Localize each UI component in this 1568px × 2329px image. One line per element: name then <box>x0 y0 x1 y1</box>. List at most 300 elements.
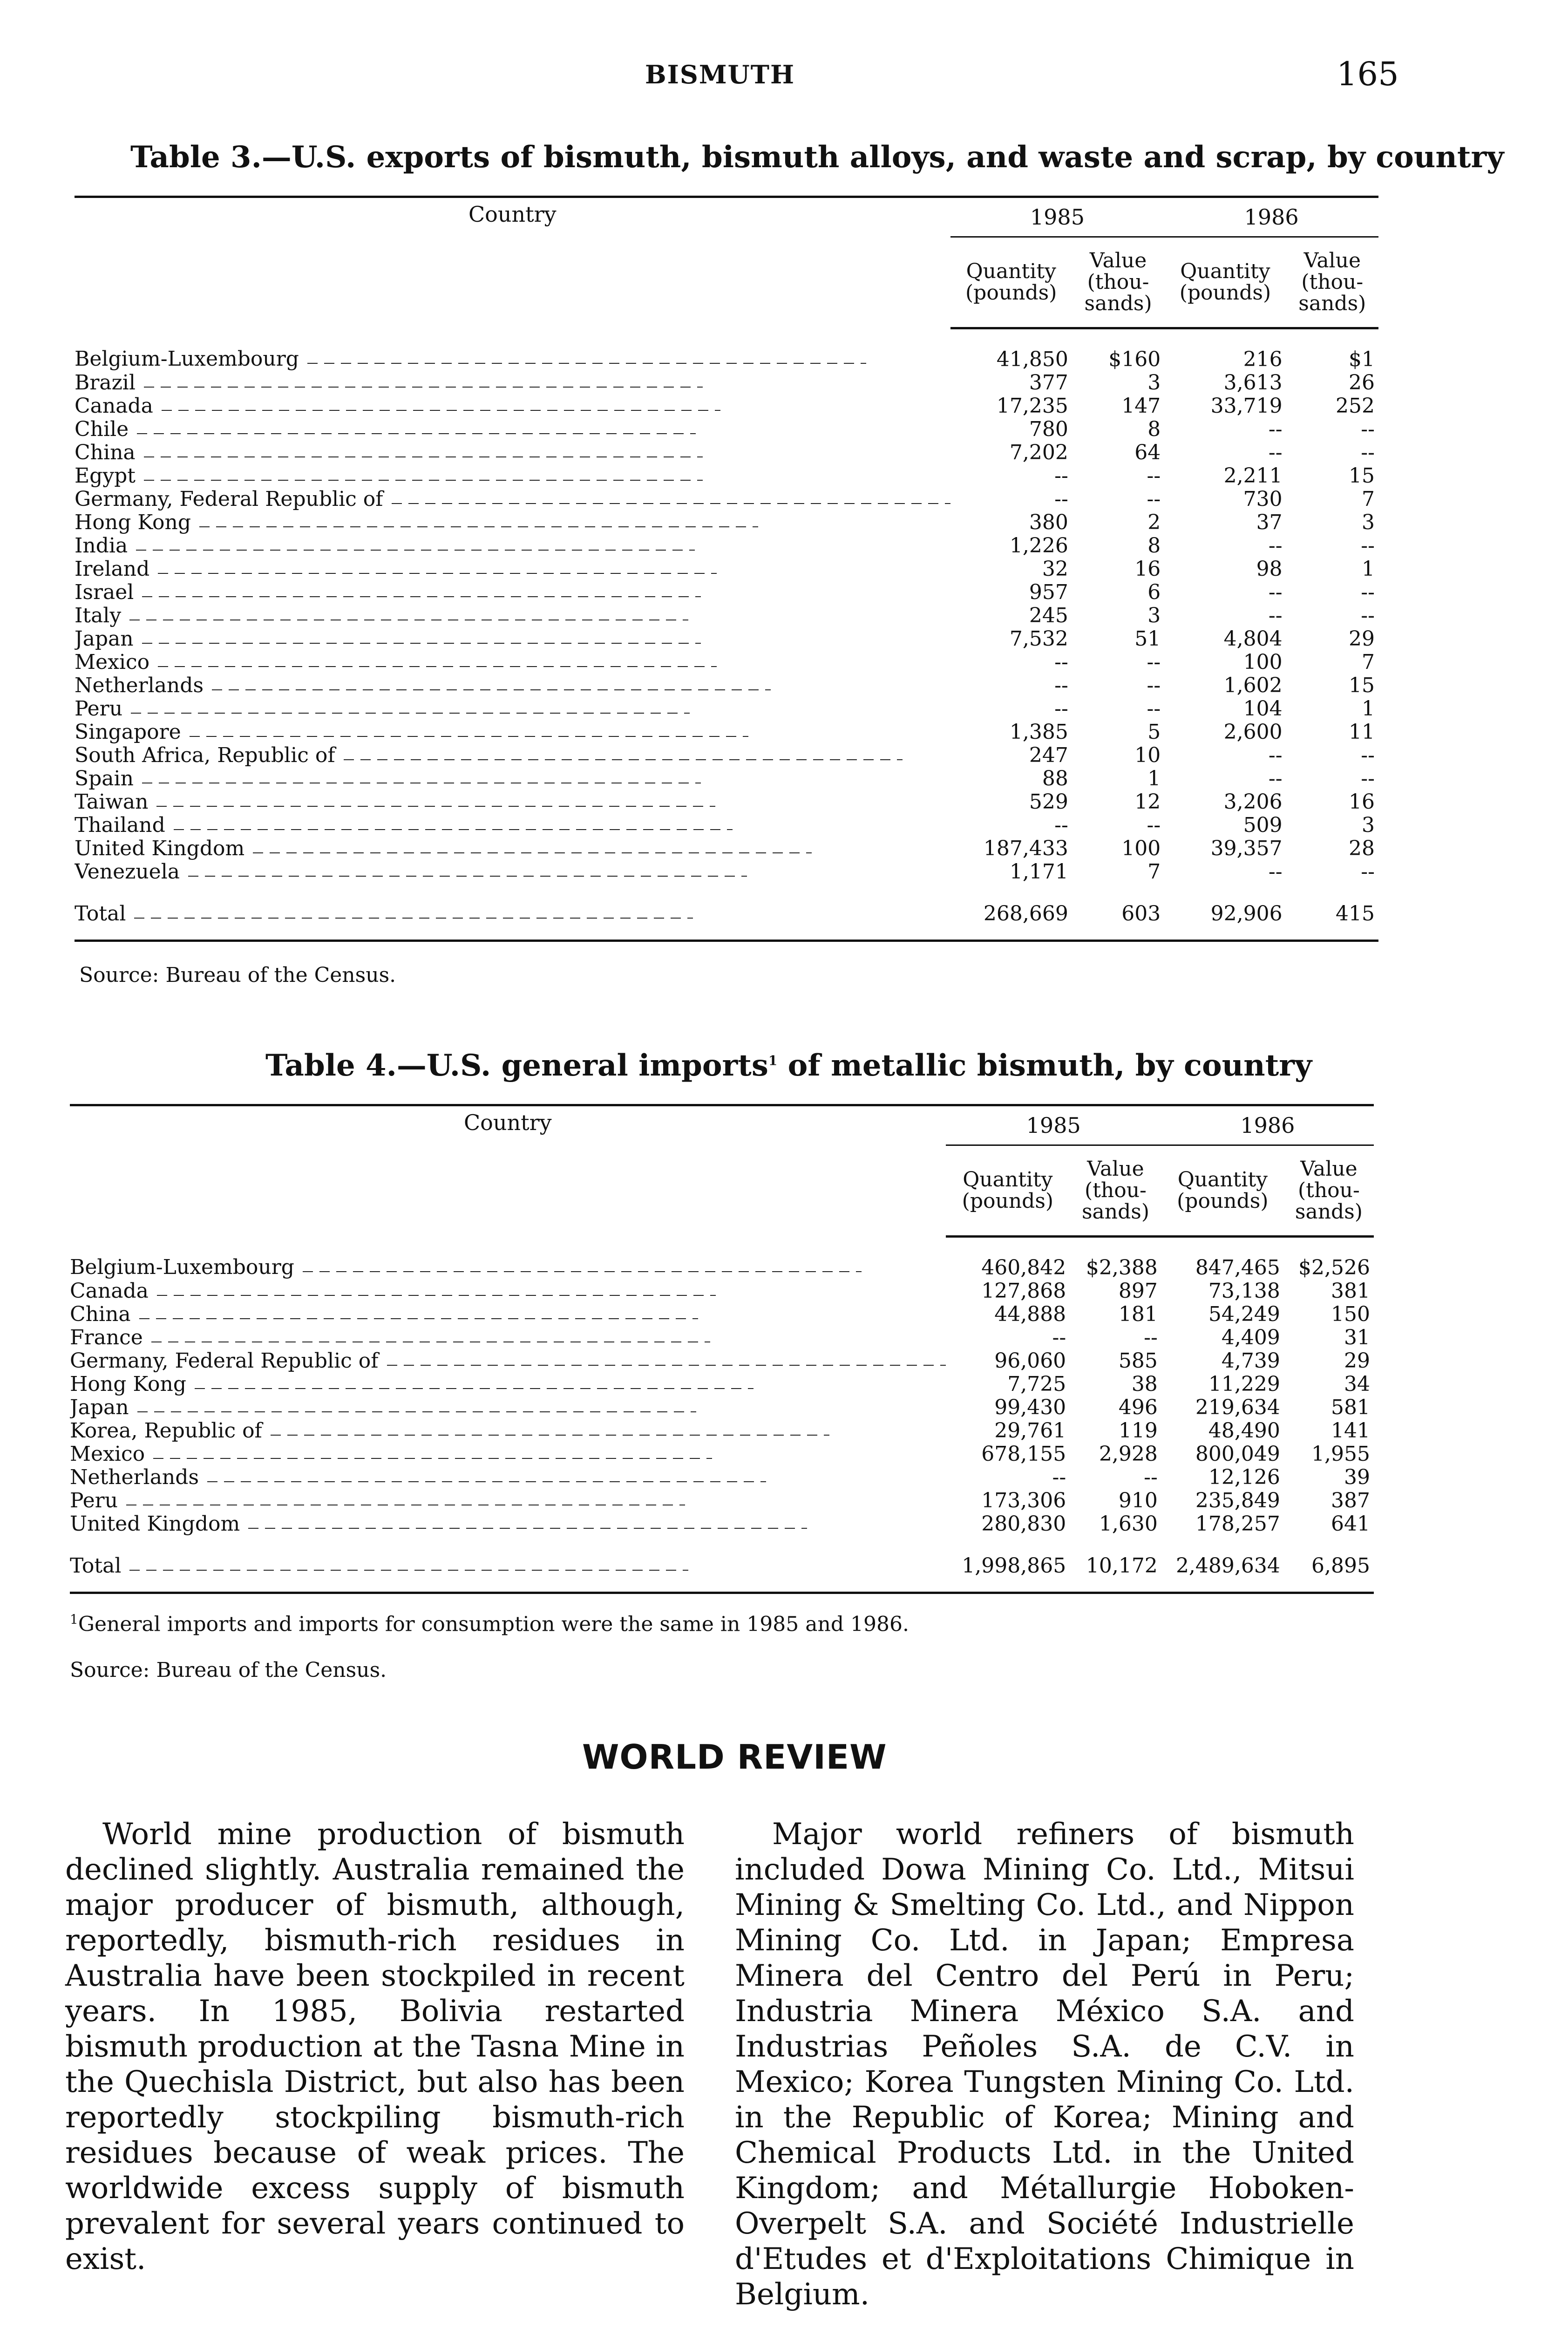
cell-v1985: 1,630 <box>1099 1512 1158 1536</box>
cell-q1986: 48,490 <box>1208 1419 1280 1443</box>
cell-v1986: 3 <box>1362 511 1375 534</box>
cell-v1986: 29 <box>1344 1349 1370 1373</box>
cell-q1986: 847,465 <box>1195 1256 1280 1280</box>
cell-q1985: 1,171 <box>1009 860 1068 884</box>
dot-leader <box>137 1411 696 1412</box>
cell-q1985: 173,306 <box>981 1489 1066 1512</box>
cell-q1986: 4,409 <box>1221 1326 1280 1349</box>
table-row <box>70 1280 1374 1303</box>
cell-q1986: -- <box>1268 743 1283 767</box>
country-name: Peru <box>70 1489 118 1512</box>
cell-v1985: -- <box>1147 650 1161 674</box>
table-row <box>75 534 1378 558</box>
country-cell <box>75 837 950 860</box>
table4-col-quantity-1986: Quantity (pounds) <box>1161 1145 1284 1237</box>
cell-v1985: 1 <box>1147 767 1161 790</box>
table4-footnote-mark: 1 <box>70 1612 78 1627</box>
cell-v1985: 6 <box>1147 580 1161 604</box>
cell-q1985: 377 <box>1029 371 1068 395</box>
country-cell <box>75 767 950 790</box>
cell-v1986: -- <box>1361 860 1375 884</box>
table4-title-main: Table 4.—U.S. general imports <box>265 1048 768 1083</box>
cell-v1986: 11 <box>1349 720 1375 744</box>
dot-leader <box>174 829 733 830</box>
cell-v1986: 39 <box>1344 1465 1370 1489</box>
country-name: Thailand <box>75 814 165 837</box>
cell-v1985: 147 <box>1121 394 1161 418</box>
table-row <box>75 511 1378 534</box>
table4-body <box>70 1237 1374 1593</box>
dot-leader <box>188 876 747 877</box>
table-row <box>75 697 1378 721</box>
cell-q1986: 3,613 <box>1223 371 1283 395</box>
cell-v1985: -- <box>1147 813 1161 837</box>
dot-leader <box>142 596 701 597</box>
cell-q1985: 99,430 <box>994 1396 1066 1419</box>
cell-q1986: 178,257 <box>1195 1512 1280 1536</box>
cell-v1986: -- <box>1361 604 1375 627</box>
cell-v1986: 641 <box>1331 1512 1370 1536</box>
cell-v1986: 34 <box>1344 1372 1370 1396</box>
table3-title: Table 3.—U.S. exports of bismuth, bismuth alloys, and waste and scrap, by country <box>130 140 1504 175</box>
dot-leader <box>144 387 703 388</box>
cell-q1986: 100 <box>1243 650 1283 674</box>
country-name: France <box>70 1326 143 1349</box>
cell-q1985: 7,725 <box>1007 1372 1066 1396</box>
table-row <box>70 1396 1374 1419</box>
table-row <box>70 1326 1374 1349</box>
cell-q1985: 187,433 <box>983 837 1068 860</box>
dot-leader <box>344 759 903 760</box>
total-label: Total <box>70 1554 122 1578</box>
table-row <box>75 837 1378 860</box>
table4-title-end: of metallic bismuth, by country <box>777 1048 1312 1083</box>
table4-footnote <box>70 1612 909 1636</box>
table-row <box>75 604 1378 627</box>
cell-v1986: 387 <box>1331 1489 1370 1512</box>
cell-v1985: 3 <box>1147 604 1161 627</box>
country-name: Belgium-Luxembourg <box>70 1255 294 1279</box>
cell-v1985: 897 <box>1118 1279 1158 1303</box>
cell-v1986: 26 <box>1349 371 1375 395</box>
total-row <box>70 1536 1374 1593</box>
cell-v1985: 3 <box>1147 371 1161 395</box>
country-name: Brazil <box>75 371 136 395</box>
cell-q1985: 41,850 <box>996 347 1068 371</box>
cell-v1986: -- <box>1361 441 1375 464</box>
cell-v1985: 100 <box>1121 837 1161 860</box>
cell-q1985: 380 <box>1029 511 1068 534</box>
cell-v1986: 381 <box>1331 1279 1370 1303</box>
country-name: South Africa, Republic of <box>75 744 335 767</box>
world-review-left-column: World mine production of bismuth declined slightly. Australia remained the major producer of bismuth, although, reportedly, bismuth-rich residues in Australia have been stockpiled in recent years. In 1985, Bolivia restarted bismuth production at the Tasna Mine in the Quechisla District, but also has been reportedly stockpiling bismuth-rich residues because of weak prices. The worldwide excess supply of bismuth prevalent for several years continued to exist. <box>65 1817 685 2276</box>
table-row <box>75 790 1378 814</box>
cell-q1985: 460,842 <box>981 1256 1066 1280</box>
country-name: Netherlands <box>75 674 204 697</box>
country-name: India <box>75 534 128 558</box>
table-row <box>75 814 1378 837</box>
country-name: Germany, Federal Republic of <box>75 488 383 511</box>
total-q1985: 268,669 <box>950 884 1072 941</box>
country-name: Peru <box>75 697 123 721</box>
country-name: Venezuela <box>75 860 180 884</box>
page-number: 165 <box>1337 55 1399 93</box>
dot-leader <box>156 806 715 807</box>
country-cell <box>75 418 950 441</box>
cell-q1985: -- <box>1054 813 1068 837</box>
cell-q1986: 2,211 <box>1223 464 1283 488</box>
cell-q1986: 730 <box>1243 487 1283 511</box>
dot-leader <box>303 1271 862 1272</box>
cell-v1985: -- <box>1147 464 1161 488</box>
country-cell <box>75 651 950 674</box>
dot-leader <box>134 918 693 919</box>
cell-q1985: 245 <box>1029 604 1068 627</box>
country-cell <box>75 464 950 488</box>
table3-year-1985: 1985 <box>950 197 1165 237</box>
cell-v1986: 29 <box>1349 627 1375 651</box>
table4-year-1986: 1986 <box>1161 1105 1374 1145</box>
country-cell <box>75 581 950 604</box>
table4-title <box>265 1048 1312 1083</box>
country-cell <box>75 744 950 767</box>
cell-q1985: 529 <box>1029 790 1068 814</box>
total-label-cell <box>75 884 950 941</box>
dot-leader <box>212 689 771 690</box>
cell-q1985: 29,761 <box>994 1419 1066 1443</box>
cell-v1985: 7 <box>1147 860 1161 884</box>
country-name: Chile <box>75 418 129 441</box>
dot-leader <box>153 1458 712 1459</box>
cell-v1985: 51 <box>1134 627 1161 651</box>
cell-q1986: 73,138 <box>1208 1279 1280 1303</box>
cell-q1985: -- <box>1052 1465 1066 1489</box>
cell-v1986: -- <box>1361 767 1375 790</box>
country-name: Korea, Republic of <box>70 1419 262 1443</box>
cell-q1985: 7,532 <box>1009 627 1068 651</box>
cell-v1985: 8 <box>1147 417 1161 441</box>
cell-v1985: 2,928 <box>1099 1442 1158 1466</box>
cell-v1985: -- <box>1147 487 1161 511</box>
cell-v1986: 1,955 <box>1311 1442 1370 1466</box>
running-header: BISMUTH <box>645 60 795 89</box>
table-row <box>75 328 1378 372</box>
country-cell <box>70 1237 946 1280</box>
cell-q1985: 1,385 <box>1009 720 1068 744</box>
cell-v1985: -- <box>1147 674 1161 697</box>
country-name: Hong Kong <box>75 511 191 534</box>
cell-v1985: 5 <box>1147 720 1161 744</box>
cell-q1985: 280,830 <box>981 1512 1066 1536</box>
table-row <box>75 581 1378 604</box>
table3-source: Source: Bureau of the Census. <box>79 963 396 987</box>
cell-q1986: 2,600 <box>1223 720 1283 744</box>
country-name: Canada <box>70 1280 149 1303</box>
cell-v1985: 64 <box>1134 441 1161 464</box>
cell-v1986: 252 <box>1336 394 1375 418</box>
total-v1985: 603 <box>1072 884 1164 941</box>
table3-body <box>75 328 1378 941</box>
cell-v1986: 15 <box>1349 674 1375 697</box>
dot-leader <box>139 1318 698 1319</box>
table-row <box>75 651 1378 674</box>
cell-v1985: $2,388 <box>1086 1256 1158 1280</box>
cell-q1986: 216 <box>1243 347 1283 371</box>
table3-col-country: Country <box>468 202 557 227</box>
dot-leader <box>136 550 695 551</box>
cell-q1985: 32 <box>1042 557 1068 581</box>
dot-leader <box>158 666 717 667</box>
cell-q1986: -- <box>1268 441 1283 464</box>
table-row <box>70 1489 1374 1512</box>
cell-q1986: 33,719 <box>1210 394 1283 418</box>
country-cell <box>75 534 950 558</box>
table4-col-quantity-1985: Quantity (pounds) <box>946 1145 1070 1237</box>
country-cell <box>75 627 950 651</box>
country-name: Hong Kong <box>70 1373 187 1396</box>
cell-q1986: 98 <box>1256 557 1283 581</box>
table4-year-1985: 1985 <box>946 1105 1161 1145</box>
total-label-cell <box>70 1536 946 1593</box>
dot-leader <box>129 1570 688 1571</box>
cell-v1985: 119 <box>1118 1419 1158 1443</box>
cell-q1985: 780 <box>1029 417 1068 441</box>
country-cell <box>70 1512 946 1536</box>
table-row <box>70 1349 1374 1373</box>
table-row <box>75 860 1378 884</box>
table-row <box>70 1237 1374 1280</box>
table-row <box>75 767 1378 790</box>
cell-q1985: -- <box>1054 674 1068 697</box>
cell-v1985: 10 <box>1134 743 1161 767</box>
country-name: Belgium-Luxembourg <box>75 347 299 371</box>
cell-q1986: 54,249 <box>1208 1302 1280 1326</box>
dot-leader <box>199 526 758 527</box>
cell-v1985: 585 <box>1118 1349 1158 1373</box>
cell-q1986: 3,206 <box>1223 790 1283 814</box>
dot-leader <box>142 643 701 644</box>
cell-q1985: 678,155 <box>981 1442 1066 1466</box>
cell-q1986: -- <box>1268 580 1283 604</box>
table-row <box>70 1443 1374 1466</box>
dot-leader <box>131 713 690 714</box>
cell-q1985: 1,226 <box>1009 534 1068 558</box>
country-cell <box>75 674 950 697</box>
cell-v1986: -- <box>1361 417 1375 441</box>
table3-col-quantity-1986: Quantity (pounds) <box>1164 237 1286 328</box>
country-name: Egypt <box>75 464 136 488</box>
country-cell <box>75 721 950 744</box>
dot-leader <box>137 433 696 434</box>
country-name: United Kingdom <box>75 837 245 860</box>
total-q1986: 92,906 <box>1164 884 1286 941</box>
dot-leader <box>144 480 703 481</box>
country-name: Israel <box>75 581 134 604</box>
country-cell <box>75 441 950 464</box>
cell-q1985: -- <box>1054 650 1068 674</box>
table-row <box>70 1512 1374 1536</box>
table-row <box>70 1303 1374 1326</box>
total-q1986: 2,489,634 <box>1161 1536 1284 1593</box>
cell-q1986: 800,049 <box>1195 1442 1280 1466</box>
cell-v1985: 16 <box>1134 557 1161 581</box>
cell-v1986: 1 <box>1362 697 1375 721</box>
cell-q1986: -- <box>1268 604 1283 627</box>
cell-q1986: -- <box>1268 534 1283 558</box>
table-row <box>75 488 1378 511</box>
cell-v1986: 150 <box>1331 1302 1370 1326</box>
country-name: Mexico <box>70 1443 145 1466</box>
dot-leader <box>190 736 748 737</box>
cell-v1986: 28 <box>1349 837 1375 860</box>
country-cell <box>70 1419 946 1443</box>
cell-q1986: 104 <box>1243 697 1283 721</box>
table4-col-country: Country <box>463 1110 552 1135</box>
country-cell <box>75 697 950 721</box>
cell-v1986: 16 <box>1349 790 1375 814</box>
country-cell <box>75 860 950 884</box>
country-cell <box>75 790 950 814</box>
cell-v1985: -- <box>1147 697 1161 721</box>
cell-q1985: -- <box>1054 464 1068 488</box>
table3-col-value-1985: Value (thou- sands) <box>1072 237 1164 328</box>
table-row <box>75 674 1378 697</box>
table-row <box>75 558 1378 581</box>
table-row <box>75 744 1378 767</box>
country-cell <box>70 1373 946 1396</box>
total-row <box>75 884 1378 941</box>
country-name: China <box>70 1303 131 1326</box>
cell-v1986: 1 <box>1362 557 1375 581</box>
dot-leader <box>158 573 717 574</box>
cell-v1986: -- <box>1361 580 1375 604</box>
cell-v1985: 12 <box>1134 790 1161 814</box>
country-cell <box>75 604 950 627</box>
table4-footnote-text: General imports and imports for consumption were the same in 1985 and 1986. <box>78 1612 909 1636</box>
cell-v1985: $160 <box>1108 347 1161 371</box>
cell-v1985: -- <box>1144 1326 1158 1349</box>
total-q1985: 1,998,865 <box>946 1536 1070 1593</box>
cell-v1985: 181 <box>1118 1302 1158 1326</box>
cell-v1986: -- <box>1361 534 1375 558</box>
cell-q1986: 4,804 <box>1223 627 1283 651</box>
table-row <box>75 721 1378 744</box>
cell-q1986: -- <box>1268 417 1283 441</box>
cell-q1986: 39,357 <box>1210 837 1283 860</box>
cell-q1985: 7,202 <box>1009 441 1068 464</box>
country-cell <box>75 814 950 837</box>
country-cell <box>70 1396 946 1419</box>
cell-q1985: -- <box>1054 487 1068 511</box>
country-cell <box>70 1466 946 1489</box>
cell-q1985: 44,888 <box>994 1302 1066 1326</box>
country-cell <box>70 1280 946 1303</box>
cell-q1985: 96,060 <box>994 1349 1066 1373</box>
cell-q1985: 127,868 <box>981 1279 1066 1303</box>
cell-v1985: 2 <box>1147 511 1161 534</box>
country-cell <box>75 371 950 395</box>
country-name: United Kingdom <box>70 1512 240 1536</box>
table3-year-1986: 1986 <box>1164 197 1378 237</box>
cell-q1986: 219,634 <box>1195 1396 1280 1419</box>
total-v1986: 6,895 <box>1284 1536 1374 1593</box>
total-v1985: 10,172 <box>1070 1536 1161 1593</box>
country-name: Japan <box>75 627 134 651</box>
country-name: China <box>75 441 136 464</box>
cell-v1986: $1 <box>1349 347 1375 371</box>
table-row <box>70 1419 1374 1443</box>
cell-v1985: 38 <box>1131 1372 1158 1396</box>
country-cell <box>70 1349 946 1373</box>
country-name: Ireland <box>75 558 150 581</box>
cell-v1986: 581 <box>1331 1396 1370 1419</box>
cell-q1986: 235,849 <box>1195 1489 1280 1512</box>
cell-q1985: 88 <box>1042 767 1068 790</box>
dot-leader <box>144 456 703 457</box>
country-cell <box>70 1443 946 1466</box>
cell-q1985: 17,235 <box>996 394 1068 418</box>
cell-v1985: -- <box>1144 1465 1158 1489</box>
country-name: Germany, Federal Republic of <box>70 1349 379 1373</box>
cell-v1985: 910 <box>1118 1489 1158 1512</box>
country-cell <box>70 1489 946 1512</box>
country-name: Italy <box>75 604 122 627</box>
table-row <box>75 464 1378 488</box>
country-name: Netherlands <box>70 1466 199 1489</box>
cell-q1986: 11,229 <box>1208 1372 1280 1396</box>
country-cell <box>75 488 950 511</box>
cell-q1986: 4,739 <box>1221 1349 1280 1373</box>
table3-col-quantity-1985: Quantity (pounds) <box>950 237 1072 328</box>
table-row <box>75 418 1378 441</box>
cell-q1985: 247 <box>1029 743 1068 767</box>
country-cell <box>75 511 950 534</box>
table-row <box>75 441 1378 464</box>
world-review-right-column: Major world refiners of bismuth included Dowa Mining Co. Ltd., Mitsui Mining & Smelting Co. Ltd., and Nippon Mining Co. Ltd. in Japan; Empresa Minera del Centro del Perú in Peru; Industria Minera México S.A. and Industrias Peñoles S.A. de C.V. in Mexico; Korea Tungsten Mining Co. Ltd. in the Republic of Korea; Mining and Chemical Products Ltd. in the United Kingdom; and Métallurgie Hoboken-Overpelt S.A. and Société Industrielle d'Etudes et d'Exploitations Chimique in Belgium. <box>735 1817 1354 2312</box>
country-cell <box>75 558 950 581</box>
country-cell <box>75 395 950 418</box>
cell-q1986: 37 <box>1256 511 1283 534</box>
cell-q1985: -- <box>1052 1326 1066 1349</box>
table4-source: Source: Bureau of the Census. <box>70 1658 387 1682</box>
dot-leader <box>207 1481 766 1482</box>
country-name: Japan <box>70 1396 129 1419</box>
table4-imports <box>70 1104 1374 1594</box>
country-name: Singapore <box>75 721 181 744</box>
dot-leader <box>271 1435 829 1436</box>
table-row <box>75 371 1378 395</box>
country-name: Taiwan <box>75 790 149 814</box>
cell-q1985: -- <box>1054 697 1068 721</box>
cell-v1986: -- <box>1361 743 1375 767</box>
cell-q1985: 957 <box>1029 580 1068 604</box>
country-name: Mexico <box>75 651 150 674</box>
table4-title-footnote-mark: 1 <box>768 1053 778 1069</box>
cell-q1986: 12,126 <box>1208 1465 1280 1489</box>
total-v1986: 415 <box>1286 884 1378 941</box>
country-name: Canada <box>75 395 153 418</box>
total-label: Total <box>75 902 126 926</box>
dot-leader <box>307 363 866 364</box>
dot-leader <box>195 1388 753 1389</box>
cell-v1986: 31 <box>1344 1326 1370 1349</box>
cell-v1986: 15 <box>1349 464 1375 488</box>
dot-leader <box>387 1365 946 1366</box>
cell-v1985: 496 <box>1118 1396 1158 1419</box>
country-name: Spain <box>75 767 134 790</box>
cell-v1986: $2,526 <box>1298 1256 1370 1280</box>
cell-v1986: 7 <box>1362 650 1375 674</box>
